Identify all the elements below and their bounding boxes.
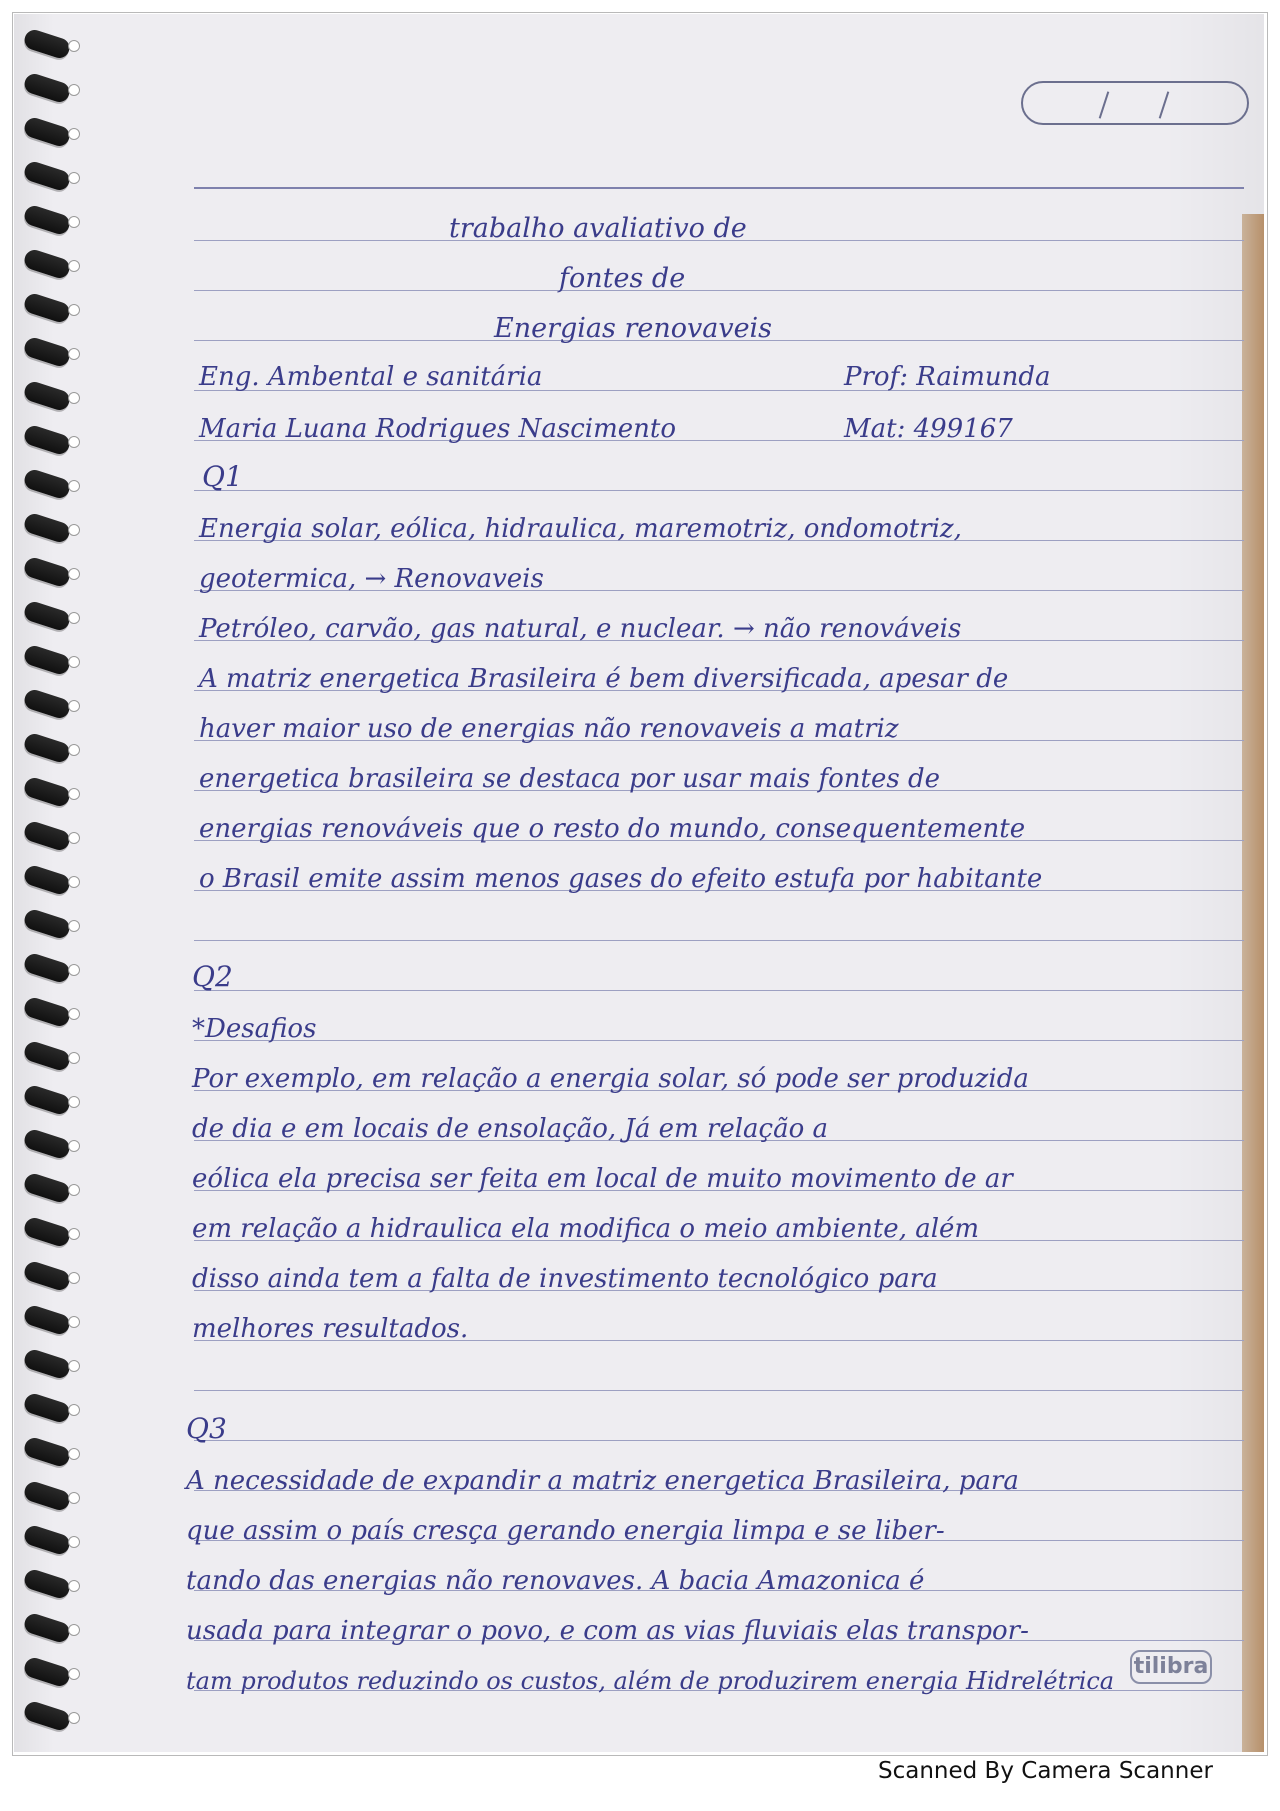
q2-line-4: eólica ela precisa ser feita em local de muito movimento de ar: [192, 1164, 1013, 1194]
ruled-line: [194, 1440, 1244, 1441]
binding-hole: [68, 128, 80, 140]
q3-line-3: tando das energias não renovaves. A bacia Amazonica é: [186, 1566, 925, 1596]
q1-line-5: haver maior uso de energias não renovaveis a matriz: [199, 714, 899, 744]
spiral-coil: [22, 951, 72, 984]
spiral-coil: [22, 643, 72, 676]
binding-hole: [68, 1096, 80, 1108]
binding-hole: [68, 1316, 80, 1328]
spiral-binding: [14, 14, 84, 1752]
ruled-line: [194, 1040, 1244, 1041]
binding-hole: [68, 1580, 80, 1592]
spiral-coil: [22, 335, 72, 368]
spiral-coil: [22, 1039, 72, 1072]
spiral-coil: [22, 1127, 72, 1160]
spiral-coil: [22, 1259, 72, 1292]
binding-hole: [68, 700, 80, 712]
spiral-coil: [22, 1523, 72, 1556]
spiral-coil: [22, 1435, 72, 1468]
ruled-line: [194, 490, 1244, 491]
q1-line-1: Energia solar, eólica, hidraulica, maremotriz, ondomotriz,: [199, 514, 962, 544]
spiral-coil: [22, 1347, 72, 1380]
q2-line-6: disso ainda tem a falta de investimento tecnológico para: [192, 1264, 938, 1294]
binding-hole: [68, 524, 80, 536]
spiral-coil: [22, 115, 72, 148]
q1-label: Q1: [202, 460, 243, 493]
spiral-coil: [22, 1479, 72, 1512]
spiral-coil: [22, 731, 72, 764]
binding-hole: [68, 1492, 80, 1504]
spiral-coil: [22, 995, 72, 1028]
binding-hole: [68, 1404, 80, 1416]
q2-line-5: em relação a hidraulica ela modifica o meio ambiente, além: [192, 1214, 980, 1244]
spiral-coil: [22, 423, 72, 456]
q1-line-8: o Brasil emite assim menos gases do efeito estufa por habitante: [199, 864, 1043, 894]
scanner-footer: Scanned By Camera Scanner: [878, 1758, 1213, 1784]
spiral-coil: [22, 907, 72, 940]
binding-hole: [68, 1624, 80, 1636]
course-name: Eng. Ambental e sanitária: [199, 362, 543, 392]
spiral-coil: [22, 599, 72, 632]
binding-hole: [68, 1668, 80, 1680]
binding-hole: [68, 172, 80, 184]
q1-line-7: energias renováveis que o resto do mundo, consequentemente: [199, 814, 1026, 844]
ruled-line: [194, 1390, 1244, 1391]
binding-hole: [68, 964, 80, 976]
q1-line-3: Petróleo, carvão, gas natural, e nuclear. → não renováveis: [199, 614, 962, 644]
notebook-page: [14, 14, 1264, 1752]
spiral-coil: [22, 1303, 72, 1336]
binding-hole: [68, 612, 80, 624]
spiral-coil: [22, 247, 72, 280]
professor-name: Prof: Raimunda: [844, 362, 1051, 392]
ruled-line: [194, 290, 1244, 291]
q1-line-6: energetica brasileira se destaca por usar mais fontes de: [199, 764, 940, 794]
q2-line-1: *Desafios: [192, 1014, 317, 1044]
spiral-coil: [22, 775, 72, 808]
spiral-coil: [22, 1391, 72, 1424]
date-slash: [1159, 91, 1170, 118]
spiral-coil: [22, 27, 72, 60]
binding-hole: [68, 84, 80, 96]
binding-hole: [68, 656, 80, 668]
binding-hole: [68, 788, 80, 800]
q2-line-3: de dia e em locais de ensolação, Já em relação a: [192, 1114, 829, 1144]
binding-hole: [68, 568, 80, 580]
binding-hole: [68, 1272, 80, 1284]
spiral-coil: [22, 203, 72, 236]
date-slash: [1099, 91, 1110, 118]
q1-line-2: geotermica, → Renovaveis: [199, 564, 544, 594]
binding-hole: [68, 304, 80, 316]
binding-hole: [68, 216, 80, 228]
binding-hole: [68, 1536, 80, 1548]
student-mat: Mat: 499167: [844, 414, 1013, 444]
binding-hole: [68, 1712, 80, 1724]
q2-line-7: melhores resultados.: [192, 1314, 469, 1344]
binding-hole: [68, 1184, 80, 1196]
spiral-coil: [22, 863, 72, 896]
date-box: [1021, 81, 1249, 125]
binding-hole: [68, 1052, 80, 1064]
binding-hole: [68, 1360, 80, 1372]
spiral-coil: [22, 71, 72, 104]
spiral-coil: [22, 555, 72, 588]
binding-hole: [68, 744, 80, 756]
ruled-line: [194, 990, 1244, 991]
spiral-coil: [22, 511, 72, 544]
binding-hole: [68, 920, 80, 932]
q3-line-5: tam produtos reduzindo os custos, além de produzirem energia Hidrelétrica: [186, 1667, 1115, 1695]
spiral-coil: [22, 1567, 72, 1600]
spiral-coil: [22, 1215, 72, 1248]
spiral-coil: [22, 1083, 72, 1116]
title-line-1: trabalho avaliativo de: [449, 213, 747, 244]
spiral-coil: [22, 819, 72, 852]
binding-hole: [68, 1448, 80, 1460]
binding-hole: [68, 1228, 80, 1240]
student-name: Maria Luana Rodrigues Nascimento: [199, 414, 677, 444]
ruled-line: [194, 940, 1244, 941]
spiral-coil: [22, 159, 72, 192]
binding-hole: [68, 40, 80, 52]
binding-hole: [68, 832, 80, 844]
binding-hole: [68, 260, 80, 272]
q3-line-1: A necessidade de expandir a matriz energetica Brasileira, para: [186, 1466, 1019, 1496]
q1-line-4: A matriz energetica Brasileira é bem diversificada, apesar de: [199, 664, 1009, 694]
q3-line-2: que assim o país cresça gerando energia limpa e se liber-: [186, 1516, 945, 1546]
binding-hole: [68, 1008, 80, 1020]
spiral-coil: [22, 467, 72, 500]
binding-hole: [68, 1140, 80, 1152]
q2-line-2: Por exemplo, em relação a energia solar, só pode ser produzida: [192, 1064, 1029, 1094]
title-line-2: fontes de: [559, 263, 686, 294]
spiral-coil: [22, 1655, 72, 1688]
binding-hole: [68, 392, 80, 404]
spiral-coil: [22, 687, 72, 720]
q2-label: Q2: [192, 960, 233, 993]
spiral-coil: [22, 379, 72, 412]
binding-hole: [68, 876, 80, 888]
tilibra-watermark: tilibra: [1130, 1650, 1212, 1684]
binding-hole: [68, 480, 80, 492]
spiral-coil: [22, 1699, 72, 1732]
paper-edge: [1242, 214, 1264, 1752]
spiral-coil: [22, 291, 72, 324]
spiral-coil: [22, 1171, 72, 1204]
spiral-coil: [22, 1611, 72, 1644]
binding-hole: [68, 436, 80, 448]
binding-hole: [68, 348, 80, 360]
title-line-3: Energias renovaveis: [494, 313, 773, 344]
q3-label: Q3: [186, 1412, 227, 1445]
header-rule: [194, 187, 1244, 189]
q3-line-4: usada para integrar o povo, e com as vias fluviais elas transpor-: [186, 1616, 1029, 1646]
